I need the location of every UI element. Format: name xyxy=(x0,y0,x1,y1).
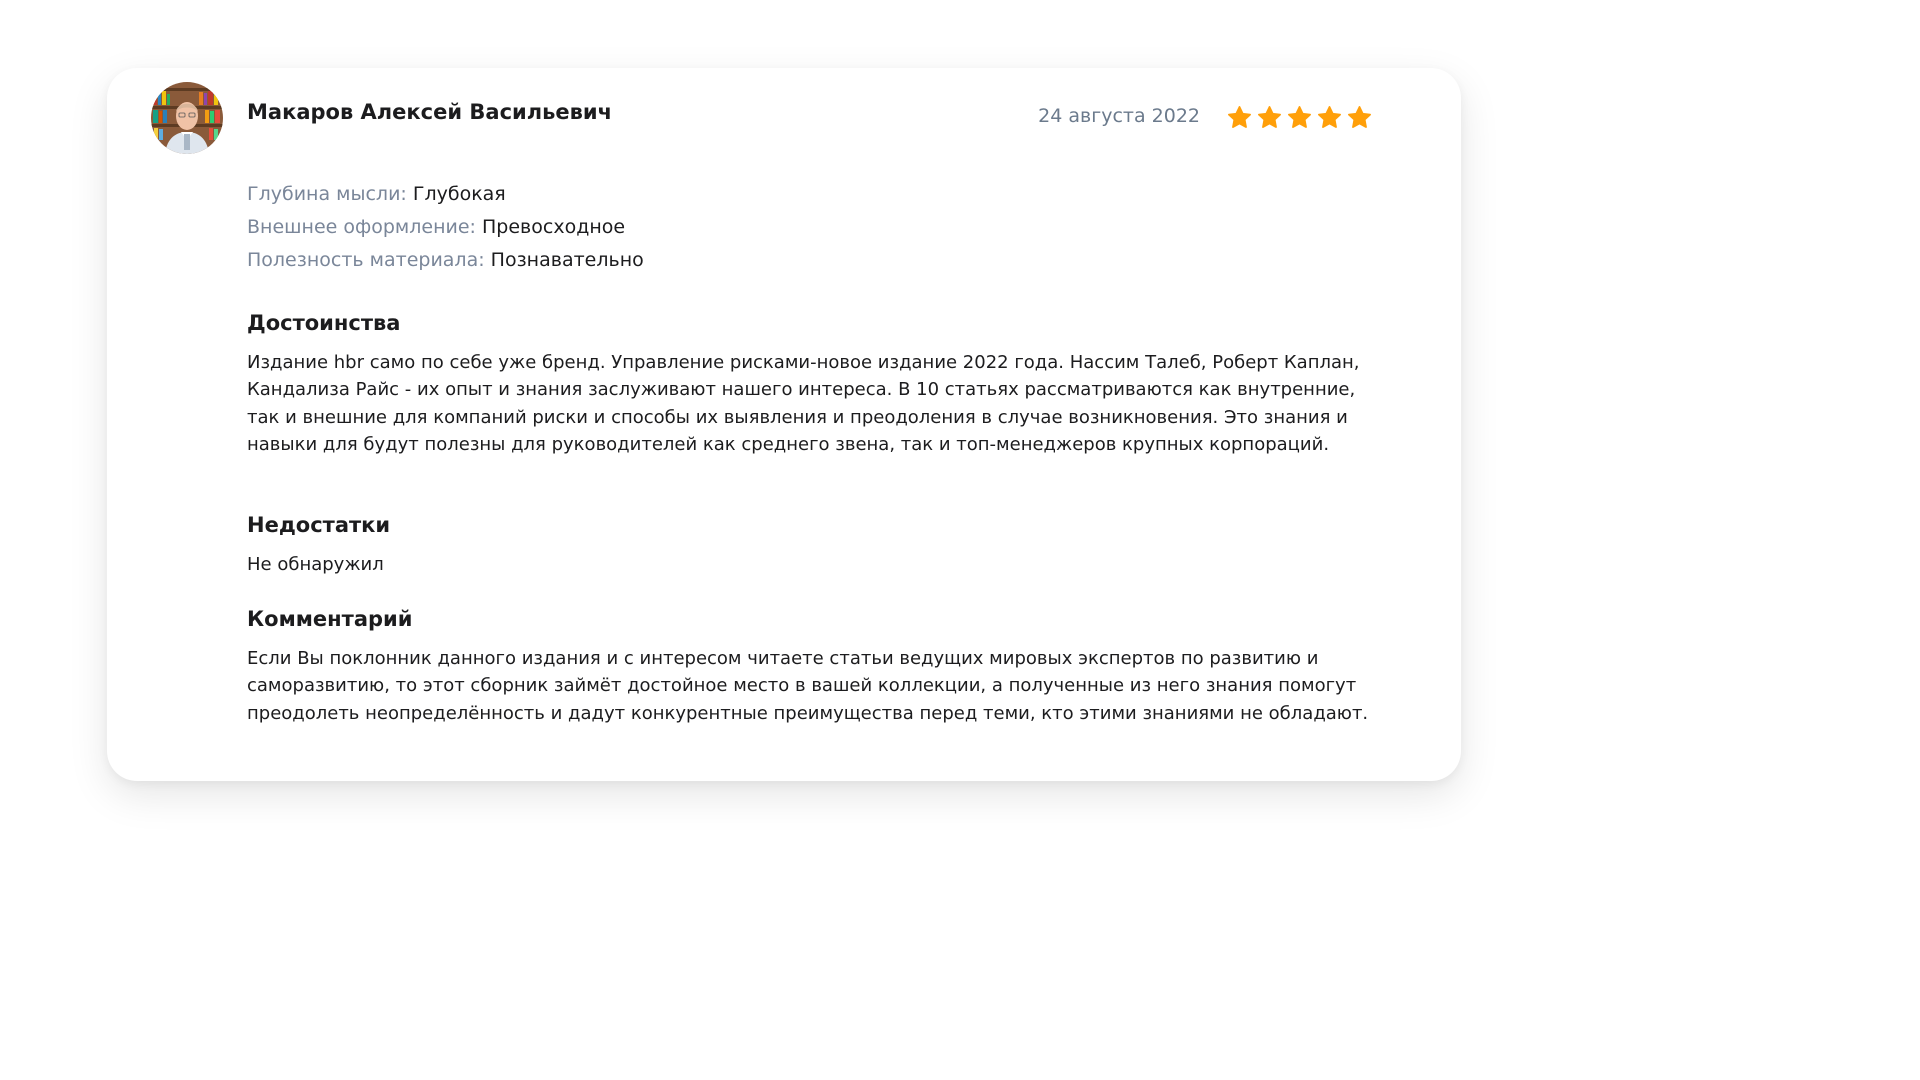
star-icon xyxy=(1317,105,1342,130)
person-photo-icon xyxy=(151,82,223,154)
cons-heading: Недостатки xyxy=(247,513,391,537)
criteria-value: Познавательно xyxy=(490,249,644,271)
criteria-row xyxy=(247,244,644,277)
criteria-list xyxy=(247,178,644,277)
star-icon xyxy=(1227,105,1252,130)
cons-text: Не обнаружил xyxy=(247,554,384,575)
criteria-label: Полезность материала: xyxy=(247,249,485,271)
author-name: Макаров Алексей Васильевич xyxy=(247,100,613,124)
pros-heading: Достоинства xyxy=(247,311,401,335)
star-icon xyxy=(1347,105,1372,130)
criteria-value: Глубокая xyxy=(412,183,506,205)
pros-section xyxy=(247,309,1377,458)
comment-heading: Комментарий xyxy=(247,607,413,631)
criteria-row xyxy=(247,178,644,211)
star-icon xyxy=(1257,105,1282,130)
avatar[interactable] xyxy=(151,82,223,154)
criteria-value: Превосходное xyxy=(482,216,626,238)
review-date: 24 августа 2022 xyxy=(1038,105,1200,127)
star-rating xyxy=(1227,105,1372,131)
pros-text: Издание hbr само по себе уже бренд. Управление рисками-новое издание 2022 года. Нассим Талеб, Роберт Каплан, Кандализа Райс - их опыт и знания заслуживают нашего интереса. В 10 статьях рассматриваются как внутренние, так и внешние для компаний риски и способы их выявления и преодоления в случае возникновения. Это знания и навыки для будут полезны для руководителей как среднего звена, так и топ-менеджеров крупных корпораций. xyxy=(247,352,1360,455)
comment-section xyxy=(247,605,1377,727)
criteria-label: Глубина мысли: xyxy=(247,183,407,205)
criteria-label: Внешнее оформление: xyxy=(247,216,476,238)
review-card xyxy=(107,68,1461,781)
criteria-row xyxy=(247,211,644,244)
cons-section xyxy=(247,511,1377,578)
star-icon xyxy=(1287,105,1312,130)
comment-text: Если Вы поклонник данного издания и с интересом читаете статьи ведущих мировых экспертов по развитию и саморазвитию, то этот сборник займёт достойное место в вашей коллекции, а полученные из него знания помогут преодолеть неопределённость и дадут конкурентные преимущества перед теми, кто этими знаниями не обладают. xyxy=(247,648,1369,724)
